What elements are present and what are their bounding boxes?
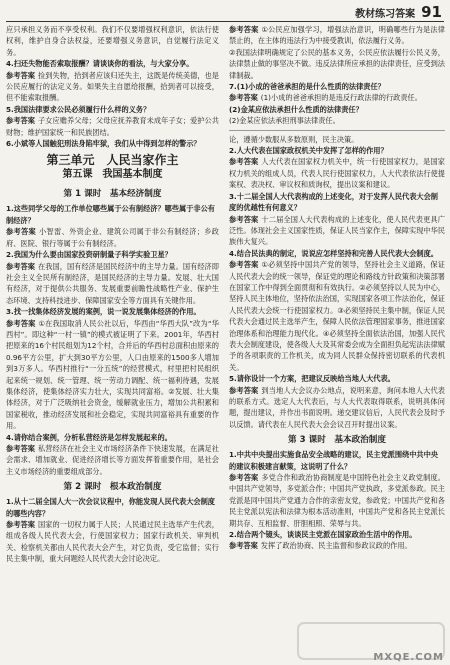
block-text: 论，遵循少数服从多数原则，民主决策。	[229, 134, 359, 144]
answer-label: 参考答案	[229, 157, 259, 167]
question	[6, 306, 219, 317]
answer-label: 参考答案	[229, 473, 259, 483]
block-text: ①必须坚持中国共产党的领导，坚持社会主义道路，保证人民代表大会的统一领导，保证党的理论和路线方针政策和决策部署在国家工作中得到全面贯彻和有效执行。②必须坚持以人民为中心，坚持人民主体地位，坚持依法治国，实现国家各项工作法治化，保证人民代表大会统一行使国家权力。③必须坚持民主集中制，保证人民代表大会通过民主选举产生，保障人民依法管理国家事务，推进国家治理体系和治理能力现代化。④必须坚持全面依法治国，加强人民代表大会制度建设，使各级人大及其常委会成为全面担负起宪法法律赋予的各项职责的工作机关，成为同人民群众保持密切联系的代表机关。	[229, 260, 445, 372]
left-bottom-blocks	[6, 496, 219, 564]
question	[6, 104, 219, 115]
page-number: 91	[421, 3, 442, 21]
block-text: ②我国法律明确规定了公民的基本义务，公民应依法履行公民义务，法律禁止做的事坚决不做。违反法律所应承担的法律责任，应受到法律制裁。	[229, 47, 445, 80]
answer-label: 参考答案	[6, 318, 36, 328]
question	[6, 496, 219, 519]
answer-label: 参考答案	[6, 70, 35, 80]
block-text: 在我国，国有经济是国民经济中的主导力量。国有经济即社会主义全民所有制经济，是国民经济的主导力量。发展、壮大国有经济，对于提供公共服务、发展重要前瞻性战略性产业、保护生态环境、支持科技进步、保障国家安全等方面具有关键作用。	[6, 261, 219, 305]
column-divider	[229, 130, 445, 131]
answer-label: 参考答案	[229, 25, 259, 34]
question	[229, 81, 445, 92]
right-body-blocks	[229, 134, 445, 431]
answer	[6, 318, 219, 432]
block-text: ①在我国取消人民公社以后，华西由“华西大队”改为“华西村”。即这种“一村一镇”的模式被证明了下来。2001年，华西村把原来的16个村民组划为12个村，合并后的华西村总面积由原来的0.96平方公里，扩大到30平方公里，人口由原来的1500多人增加到3万多人。华西村推行“一分五统”的经营模式，村里把村民组织起来统一规划、统一管理、统一劳动力调配、统一福利待遇，发展集体经济，使集体经济实力壮大，实现共同富裕。②发展、壮大集体经济，对于广泛吸纳社会资金，缓解就业压力，增加公共积累和国家税收，推动经济发展和社会稳定，实现共同富裕具有重要的作用。	[6, 318, 219, 431]
block-text: 3.找一找集体经济发展的案例，说一说发展集体经济的作用。	[6, 307, 201, 317]
question	[6, 58, 219, 69]
block-text: 5.我国法律要求公民必须履行什么样的义务？	[6, 104, 151, 114]
block-text: 2.我国为什么要由国家投资研制量子科学实验卫星？	[6, 250, 172, 260]
left-body-blocks	[6, 203, 219, 477]
question	[229, 529, 445, 540]
block-text: (2)金某应依法承担刑事法律责任。	[229, 116, 340, 126]
section-title-3: 第 3 课时 基本政治制度	[288, 435, 386, 446]
block-text: 2.结合两个镜头，谈谈民主党派在国家政治生活中的作用。	[229, 530, 417, 540]
question	[229, 191, 445, 214]
answer	[229, 259, 445, 373]
block-text: 十二届全国人大代表构成的上述变化，使人民代表更具广泛性。体现社会主义国家性质，保证人民当家作主，保障实现中华民族伟大复兴。	[229, 214, 445, 247]
paragraph	[6, 24, 219, 58]
right-bottom-blocks	[229, 449, 445, 552]
question	[229, 373, 445, 384]
header-title: 教材练习答案	[355, 9, 416, 20]
answer-label: 参考答案	[6, 261, 35, 271]
question	[229, 248, 445, 259]
answer-label: 参考答案	[6, 227, 37, 237]
question	[229, 449, 445, 472]
block-text: 2.人大代表在国家政权机关中发挥了怎样的作用？	[229, 146, 388, 156]
right-top-blocks	[229, 24, 445, 127]
answer-label: 参考答案	[229, 541, 258, 551]
block-text: 1.中共中央提出实施食品安全战略的建议，民主党派围绕中共中央的建议积极建言献策，这说明了什么？	[229, 450, 438, 471]
section-title-2: 第 2 课时 根本政治制度	[63, 482, 162, 493]
paragraph	[229, 47, 445, 81]
answer-label: 参考答案	[229, 260, 259, 270]
question	[6, 432, 219, 443]
right-column	[229, 24, 445, 552]
block-text: 3.十二届全国人大代表构成的上述变化，对于发挥人民代表大会制度的优越性有何意义？	[229, 191, 438, 213]
block-text: ①公民应加强学习，增强法治意识，明确哪些行为是法律禁止的，在主体的违法行为中接受教训，依法履行义务。	[229, 25, 445, 46]
answer-label: 参考答案	[6, 444, 35, 453]
block-text: 7.(1)小成的爸爸承担的是什么性质的法律责任？	[229, 82, 385, 92]
answer	[6, 443, 219, 477]
answer	[229, 92, 445, 103]
answer	[6, 226, 219, 249]
answer-label: 参考答案	[6, 116, 35, 126]
section-title-1: 第 1 课时 基本经济制度	[63, 189, 162, 200]
block-text: 4.扫还失物能否索取报酬？请谈谈你的看法，与大家分享。	[6, 59, 194, 69]
lesson-title: 第五课 我国基本制度	[62, 169, 163, 181]
watermark-text: MXQE.COM	[373, 652, 444, 663]
answer	[6, 70, 219, 104]
answer	[229, 214, 445, 248]
block-text: (1)小成的爸爸承担的是违反行政法律的行政责任。	[260, 93, 422, 103]
answer-label: 参考答案	[229, 93, 258, 103]
block-text: 国家的一切权力属于人民；人民通过民主选举产生代表，组成各级人民代表大会，行使国家权力；国家行政机关、审判机关、检察机关都由人民代表大会产生，对它负责，受它监督；实行民主集中制，重大问题经人民代表大会讨论决定。	[6, 520, 219, 564]
unit-title: 第三单元 人民当家作主	[46, 153, 179, 168]
block-text: 4.结合民法典的制定，说说应怎样坚持和完善人民代表大会制度。	[229, 248, 438, 258]
paragraph	[229, 134, 445, 145]
answer	[6, 115, 219, 138]
answer	[229, 385, 445, 431]
block-text: 捡到失物，拾到者应该归还失主，这既是传统美德，也是公民应履行的法定义务。如果失主自愿给报酬，拾到者可以接受，但不能索取报酬。	[6, 70, 219, 103]
block-text: 私营经济在社会主义市场经济条件下快速发展，在满足社会需求、增加就业、促进经济增长等方面发挥着重要作用，是社会主义市场经济的重要组成部分。	[6, 444, 219, 476]
left-top-blocks	[6, 24, 219, 149]
answer	[6, 519, 219, 565]
question	[6, 203, 219, 226]
block-text: 应只承担义务而不享受权利。我们不仅要增强权利意识，依法行使权利，维护自身合法权益，还要增强义务意识，自觉履行法定义务。	[6, 25, 219, 57]
answer	[229, 472, 445, 529]
header-rule	[6, 21, 444, 22]
answer	[6, 261, 219, 307]
answer-label: 参考答案	[229, 385, 259, 395]
block-text: 4.请你结合案例，分析私营经济是怎样发展起来的。	[6, 432, 172, 442]
block-text: 6.小斌等人国触犯刑法身陷牢狱，我们从中得到怎样的警示？	[6, 139, 201, 149]
block-text: 多党合作和政治协商制度是中国特色社会主义政党制度。中国共产党领导，多党派合作；中国共产党执政，多党派参政。民主党派是同中国共产党通力合作的亲密友党，参政党；中国共产党和各民主党派以宪法和法律为根本活动准则，中国共产党和各民主党派长期共存、互相监督、肝胆相照、荣辱与共。	[229, 473, 445, 528]
block-text: 人大代表在国家权力机关中，统一行使国家权力，是国家权力机关的组成人员，代表人民行使国家权力，人大代表依法行使提案权、表决权、审议权和质询权，提出议案和建议。	[229, 157, 445, 190]
answer	[229, 540, 445, 551]
answer	[229, 156, 445, 190]
block-text: (2)金某应依法承担什么性质的法律责任？	[229, 104, 363, 114]
block-text: 5.请你设计一个方案，把建议反映给当地人大代表。	[229, 374, 395, 384]
paragraph	[229, 115, 445, 126]
block-text: 发挥了政治协商、民主监督和参政议政的作用。	[260, 541, 412, 551]
question	[229, 104, 445, 115]
left-column	[6, 24, 219, 565]
question	[6, 138, 219, 149]
question	[229, 145, 445, 156]
block-text: 1.这些同学父母的工作单位哪些属于公有制经济？哪些属于非公有制经济？	[6, 204, 215, 225]
question	[6, 249, 219, 260]
answer-label: 参考答案	[229, 214, 259, 224]
block-text: 子女应赡养父母；父母应抚养教育未成年子女；爱护公共财物；维护国家统一和民族团结。	[6, 116, 219, 137]
block-text: 小智雷、外资企业、建筑公司属于非公有制经济；乡政府、医院、银行等属于公有制经济。	[6, 227, 219, 248]
page-header	[355, 3, 442, 21]
block-text: 到当地人大会议办公地点，说明来意，询问本地人大代表的联系方式。选定人大代表后，与人大代表取得联系，说明具体问题，提出建议，并作出书面说明。递交建议信后，人民代表会及时予以反馈。请代表在人民代表大会会议召开时提出议案。	[229, 385, 445, 429]
answer-label: 参考答案	[6, 520, 35, 530]
block-text: 1.从十二届全国人大一次会议议程中，你能发现人民代表大会制度的哪些内容？	[6, 497, 215, 518]
answer	[229, 24, 445, 47]
